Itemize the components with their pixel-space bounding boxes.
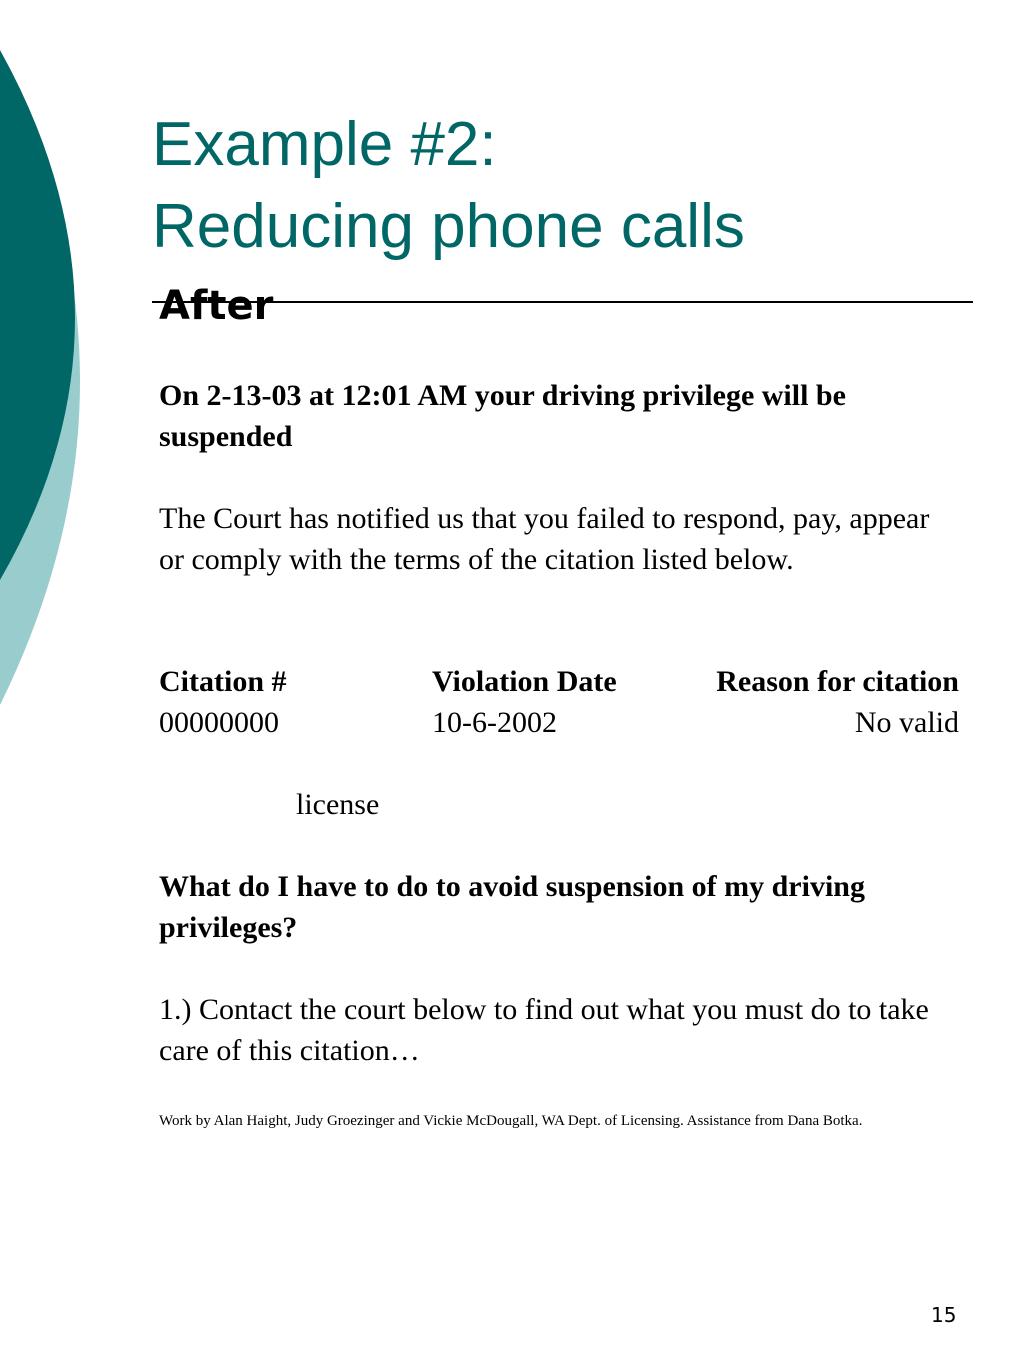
reason-continuation: license — [296, 788, 380, 821]
avoid-suspension-question: What do I have to do to avoid suspension of my driving privileges? — [159, 870, 865, 944]
decorative-curves — [0, 0, 110, 720]
court-notice-paragraph: The Court has notified us that you failed to respond, pay, appear or comply with the terms of the citation listed below. — [159, 502, 930, 576]
reason-value: No valid — [854, 706, 959, 739]
page-number: 15 — [931, 1303, 957, 1327]
step-1-instruction: 1.) Contact the court below to find out what you must do to take care of this citation… — [159, 993, 929, 1067]
title-divider — [152, 301, 973, 303]
credits-footer: Work by Alan Haight, Judy Groezinger and Vickie McDougall, WA Dept. of Licensing. Assistance from Dana Botka. — [159, 1113, 863, 1129]
title-line-1: Example #2: — [152, 110, 497, 179]
slide-title — [152, 104, 745, 268]
citation-number-value: 00000000 — [159, 706, 279, 739]
violation-date-value: 10-6-2002 — [432, 706, 557, 739]
title-line-2: Reducing phone calls — [152, 192, 745, 261]
suspension-headline: On 2-13-03 at 12:01 AM your driving privilege will be suspended — [159, 379, 846, 453]
violation-date-header: Violation Date — [432, 665, 617, 698]
citation-number-header: Citation # — [159, 665, 287, 698]
section-label-after: After — [159, 283, 274, 329]
reason-header: Reason for citation — [716, 665, 959, 698]
